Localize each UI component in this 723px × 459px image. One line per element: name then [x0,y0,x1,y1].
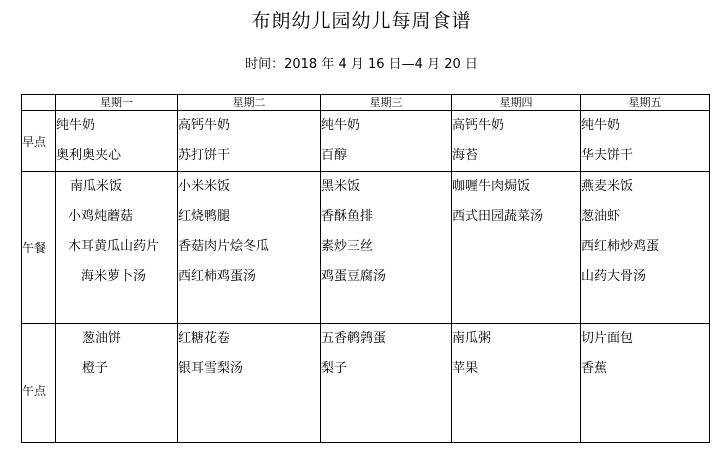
meal-cell [581,324,710,443]
weekly-menu-table [21,94,710,443]
meal-cell [56,172,178,324]
meal-cell [56,111,178,172]
menu-item: 梨子 [321,361,348,376]
menu-item: 橙子 [82,361,109,376]
page-title: 布朗幼儿园幼儿每周食谱 [251,10,472,32]
menu-item: 香菇肉片烩冬瓜 [178,239,270,254]
menu-item: 小米米饭 [178,179,231,194]
meal-row-lunch [22,172,710,324]
menu-item: 西红柿炒鸡蛋 [581,239,660,254]
day-header: 星期二 [178,95,321,111]
menu-item: 鸡蛋豆腐汤 [321,269,387,284]
meal-cell [452,111,581,172]
day-header: 星期三 [321,95,452,111]
menu-item: 华夫饼干 [581,148,634,163]
meal-cell [452,324,581,443]
menu-item: 西式田园蔬菜汤 [452,209,544,224]
menu-item: 燕麦米饭 [581,179,634,194]
menu-item: 纯牛奶 [581,118,621,133]
meal-cell [581,111,710,172]
meal-cell [321,172,452,324]
menu-item: 南瓜米饭 [70,179,123,194]
menu-item: 银耳雪梨汤 [178,361,244,376]
menu-item: 高钙牛奶 [178,118,231,133]
menu-item: 香蕉 [581,361,608,376]
day-header: 星期一 [56,95,178,111]
meal-cell [321,324,452,443]
corner-cell [22,95,56,111]
menu-item: 木耳黄瓜山药片 [68,239,160,254]
menu-item: 南瓜粥 [452,331,492,346]
menu-item: 山药大骨汤 [581,269,647,284]
day-header: 星期五 [581,95,710,111]
menu-item: 五香鹌鹑蛋 [321,331,387,346]
menu-item: 红烧鸭腿 [178,209,231,224]
menu-item: 香酥鱼排 [321,209,374,224]
menu-item: 苏打饼干 [178,148,231,163]
meal-cell [56,324,178,443]
header-row [22,95,710,111]
meal-row-breakfast [22,111,710,172]
menu-item: 苹果 [452,361,479,376]
meal-label: 早点 [22,111,56,172]
menu-item: 葱油饼 [82,331,122,346]
meal-cell [178,324,321,443]
meal-cell [178,172,321,324]
menu-item: 海米萝卜汤 [81,269,147,284]
menu-item: 百醇 [321,148,348,163]
menu-item: 奥利奥夹心 [56,148,122,163]
meal-row-snack [22,324,710,443]
menu-item: 小鸡炖蘑菇 [68,209,134,224]
menu-item: 高钙牛奶 [452,118,505,133]
menu-item: 西红柿鸡蛋汤 [178,269,257,284]
meal-cell [452,172,581,324]
menu-item: 咖喱牛肉焗饭 [452,179,531,194]
menu-item: 海苔 [452,148,479,163]
menu-item: 黑米饭 [321,179,361,194]
meal-cell [321,111,452,172]
menu-item: 切片面包 [581,331,634,346]
menu-item: 纯牛奶 [321,118,361,133]
menu-item: 素炒三丝 [321,239,374,254]
date-range: 时间：2018 年 4 月 16 日—4 月 20 日 [245,57,478,72]
day-header: 星期四 [452,95,581,111]
meal-cell [581,172,710,324]
menu-item: 葱油虾 [581,209,621,224]
menu-item: 红糖花卷 [178,331,231,346]
meal-cell [178,111,321,172]
meal-label: 午点 [22,324,56,443]
meal-label: 午餐 [22,172,56,324]
menu-item: 纯牛奶 [56,118,96,133]
